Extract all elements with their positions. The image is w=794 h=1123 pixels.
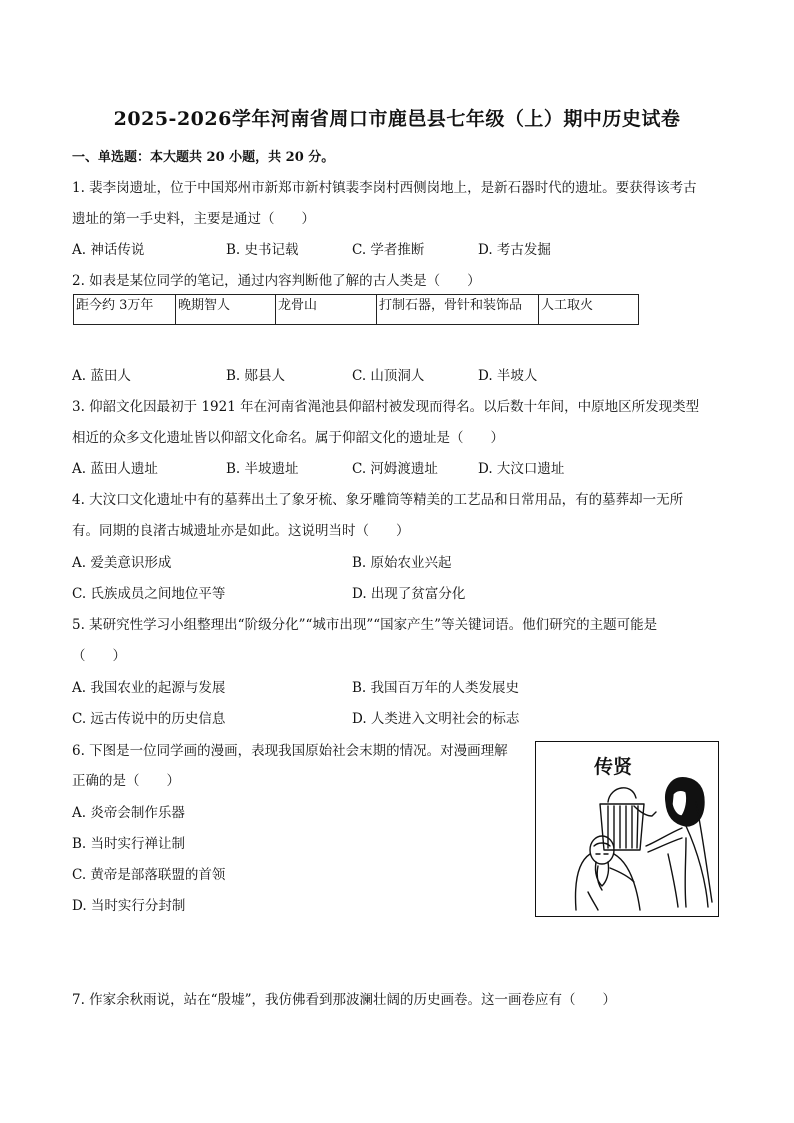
table-row [74,295,639,325]
q5-stem-line1: 5. 某研究性学习小组整理出“阶级分化”“城市出现”“国家产生”等关键词语。他们研究的主题可能是 [72,617,658,633]
q4-option-d: D. 出现了贫富分化 [352,586,466,602]
q5-option-d: D. 人类进入文明社会的标志 [352,711,520,727]
q1-stem-line1: 1. 裴李岗遗址，位于中国郑州市新郑市新村镇裴李岗村西侧岗地上，是新石器时代的遗址。要获得该考古 [72,180,697,196]
q1-stem-line2: 遗址的第一手史料，主要是通过（ ） [72,211,315,227]
q2-stem-line1: 2. 如表是某位同学的笔记，通过内容判断他了解的古人类是（ ） [72,273,481,289]
q4-option-c: C. 氏族成员之间地位平等 [72,586,226,602]
q5-option-b: B. 我国百万年的人类发展史 [352,680,520,696]
q6-stem-line2: 正确的是（ ） [72,773,180,789]
q5-option-c: C. 远古传说中的历史信息 [72,711,226,727]
table-cell: 龙骨山 [276,295,377,325]
table-cell: 距今约 3万年 [74,295,176,325]
q2-option-c: C. 山顶洞人 [352,368,425,384]
q6-comic-image [535,741,719,917]
table-cell: 人工取火 [539,295,639,325]
q3-option-a: A. 蓝田人遗址 [72,461,158,477]
q2-option-b: B. 郧县人 [226,368,286,384]
q1-option-b: B. 史书记载 [226,242,299,258]
q3-option-c: C. 河姆渡遗址 [352,461,438,477]
q6-option-a: A. 炎帝会制作乐器 [72,805,185,821]
section-heading: 一、单选题：本大题共 20 小题，共 20 分。 [72,150,335,165]
q4-option-b: B. 原始农业兴起 [352,555,452,571]
comic-drawing [536,742,718,916]
q3-option-b: B. 半坡遗址 [226,461,299,477]
table-cell: 晚期智人 [176,295,276,325]
q7-stem-line1: 7. 作家余秋雨说，站在“殷墟”，我仿佛看到那波澜壮阔的历史画卷。这一画卷应有（ ） [72,992,616,1008]
exam-title: 2025-2026学年河南省周口市鹿邑县七年级（上）期中历史试卷 [113,108,681,130]
q5-stem-line2: （ ） [72,648,126,664]
q4-option-a: A. 爱美意识形成 [72,555,172,571]
q4-stem-line1: 4. 大汶口文化遗址中有的墓葬出土了象牙梳、象牙雕筒等精美的工艺品和日常用品，有的墓葬却一无所 [72,492,684,508]
q6-option-b: B. 当时实行禅让制 [72,836,186,852]
q5-option-a: A. 我国农业的起源与发展 [72,680,226,696]
q6-option-d: D. 当时实行分封制 [72,898,186,914]
q1-option-d: D. 考古发掘 [478,242,551,258]
q4-stem-line2: 有。同期的良渚古城遗址亦是如此。这说明当时（ ） [72,523,410,539]
q2-notes-table [73,294,639,325]
q2-option-d: D. 半坡人 [478,368,538,384]
q1-option-a: A. 神话传说 [72,242,145,258]
q1-option-c: C. 学者推断 [352,242,425,258]
table-cell: 打制石器，骨针和装饰品 [377,295,539,325]
q3-stem-line1: 3. 仰韶文化因最初于 1921 年在河南省渑池县仰韶村被发现而得名。以后数十年间，中原地区所发现类型 [72,399,700,415]
q6-option-c: C. 黄帝是部落联盟的首领 [72,867,226,883]
q3-option-d: D. 大汶口遗址 [478,461,565,477]
q6-stem-line1: 6. 下图是一位同学画的漫画，表现我国原始社会末期的情况。对漫画理解 [72,743,508,759]
q3-stem-line2: 相近的众多文化遗址皆以仰韶文化命名。属于仰韶文化的遗址是（ ） [72,430,504,446]
q2-option-a: A. 蓝田人 [72,368,131,384]
comic-caption: 传贤 [594,756,633,778]
